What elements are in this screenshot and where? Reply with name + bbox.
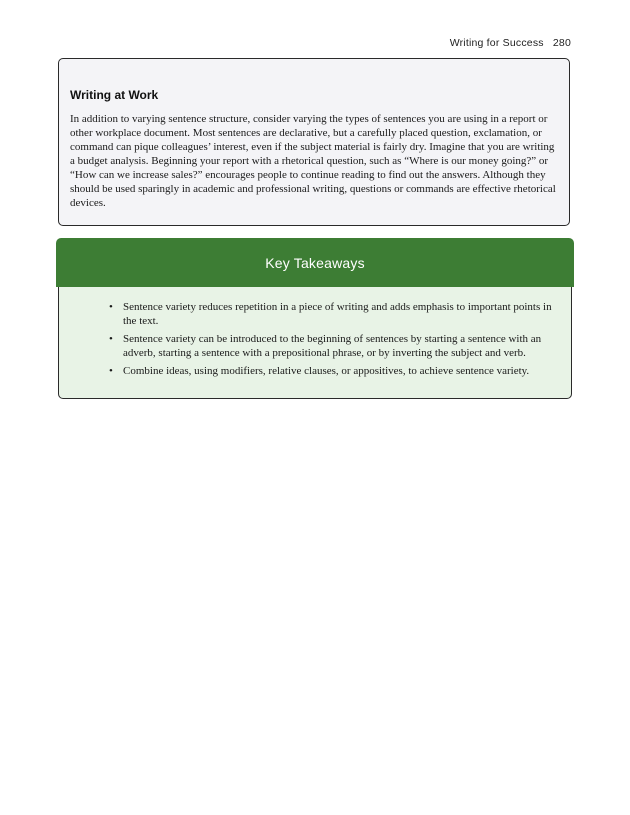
bullet: • <box>109 301 113 313</box>
list-item <box>109 333 559 360</box>
list-item-text: Sentence variety reduces repetition in a piece of writing and adds emphasis to important points in the text. <box>123 301 552 327</box>
key-takeaways-title: Key Takeaways <box>265 254 365 271</box>
page-number: 280 <box>552 37 571 49</box>
list-item-text: Combine ideas, using modifiers, relative clauses, or appositives, to achieve sentence variety. <box>123 365 530 377</box>
book-title: Writing for Success <box>449 37 544 49</box>
key-takeaways-box <box>56 238 574 400</box>
writing-at-work-title: Writing at Work <box>70 88 159 102</box>
key-takeaways-header <box>56 238 574 287</box>
bullet: • <box>109 333 113 345</box>
key-takeaways-list <box>109 301 559 379</box>
running-header <box>450 37 571 49</box>
list-item-text: Sentence variety can be introduced to the beginning of sentences by starting a sentence with an adverb, starting a sentence with a prepositional phrase, or by inverting the subject and verb. <box>123 333 542 359</box>
key-takeaways-body <box>58 287 572 399</box>
writing-at-work-body: In addition to varying sentence structure, consider varying the types of sentences you are using in a report or other workplace document. Most sentences are declarative, but a carefully placed question, exclamation, or command can pique colleagues’ interest, even if the subject material is fairly dry. Imagine that you are writing a budget analysis. Beginning your report with a rhetorical question, such as “Where is our money going?” or “How can we increase sales?” encourages people to continue reading to find out the answers. Although they should be used sparingly in academic and professional writing, questions or commands are effective rhetorical devices. <box>70 113 556 209</box>
bullet: • <box>109 365 113 377</box>
writing-at-work-box <box>58 58 570 226</box>
list-item <box>109 365 559 379</box>
list-item <box>109 301 559 328</box>
